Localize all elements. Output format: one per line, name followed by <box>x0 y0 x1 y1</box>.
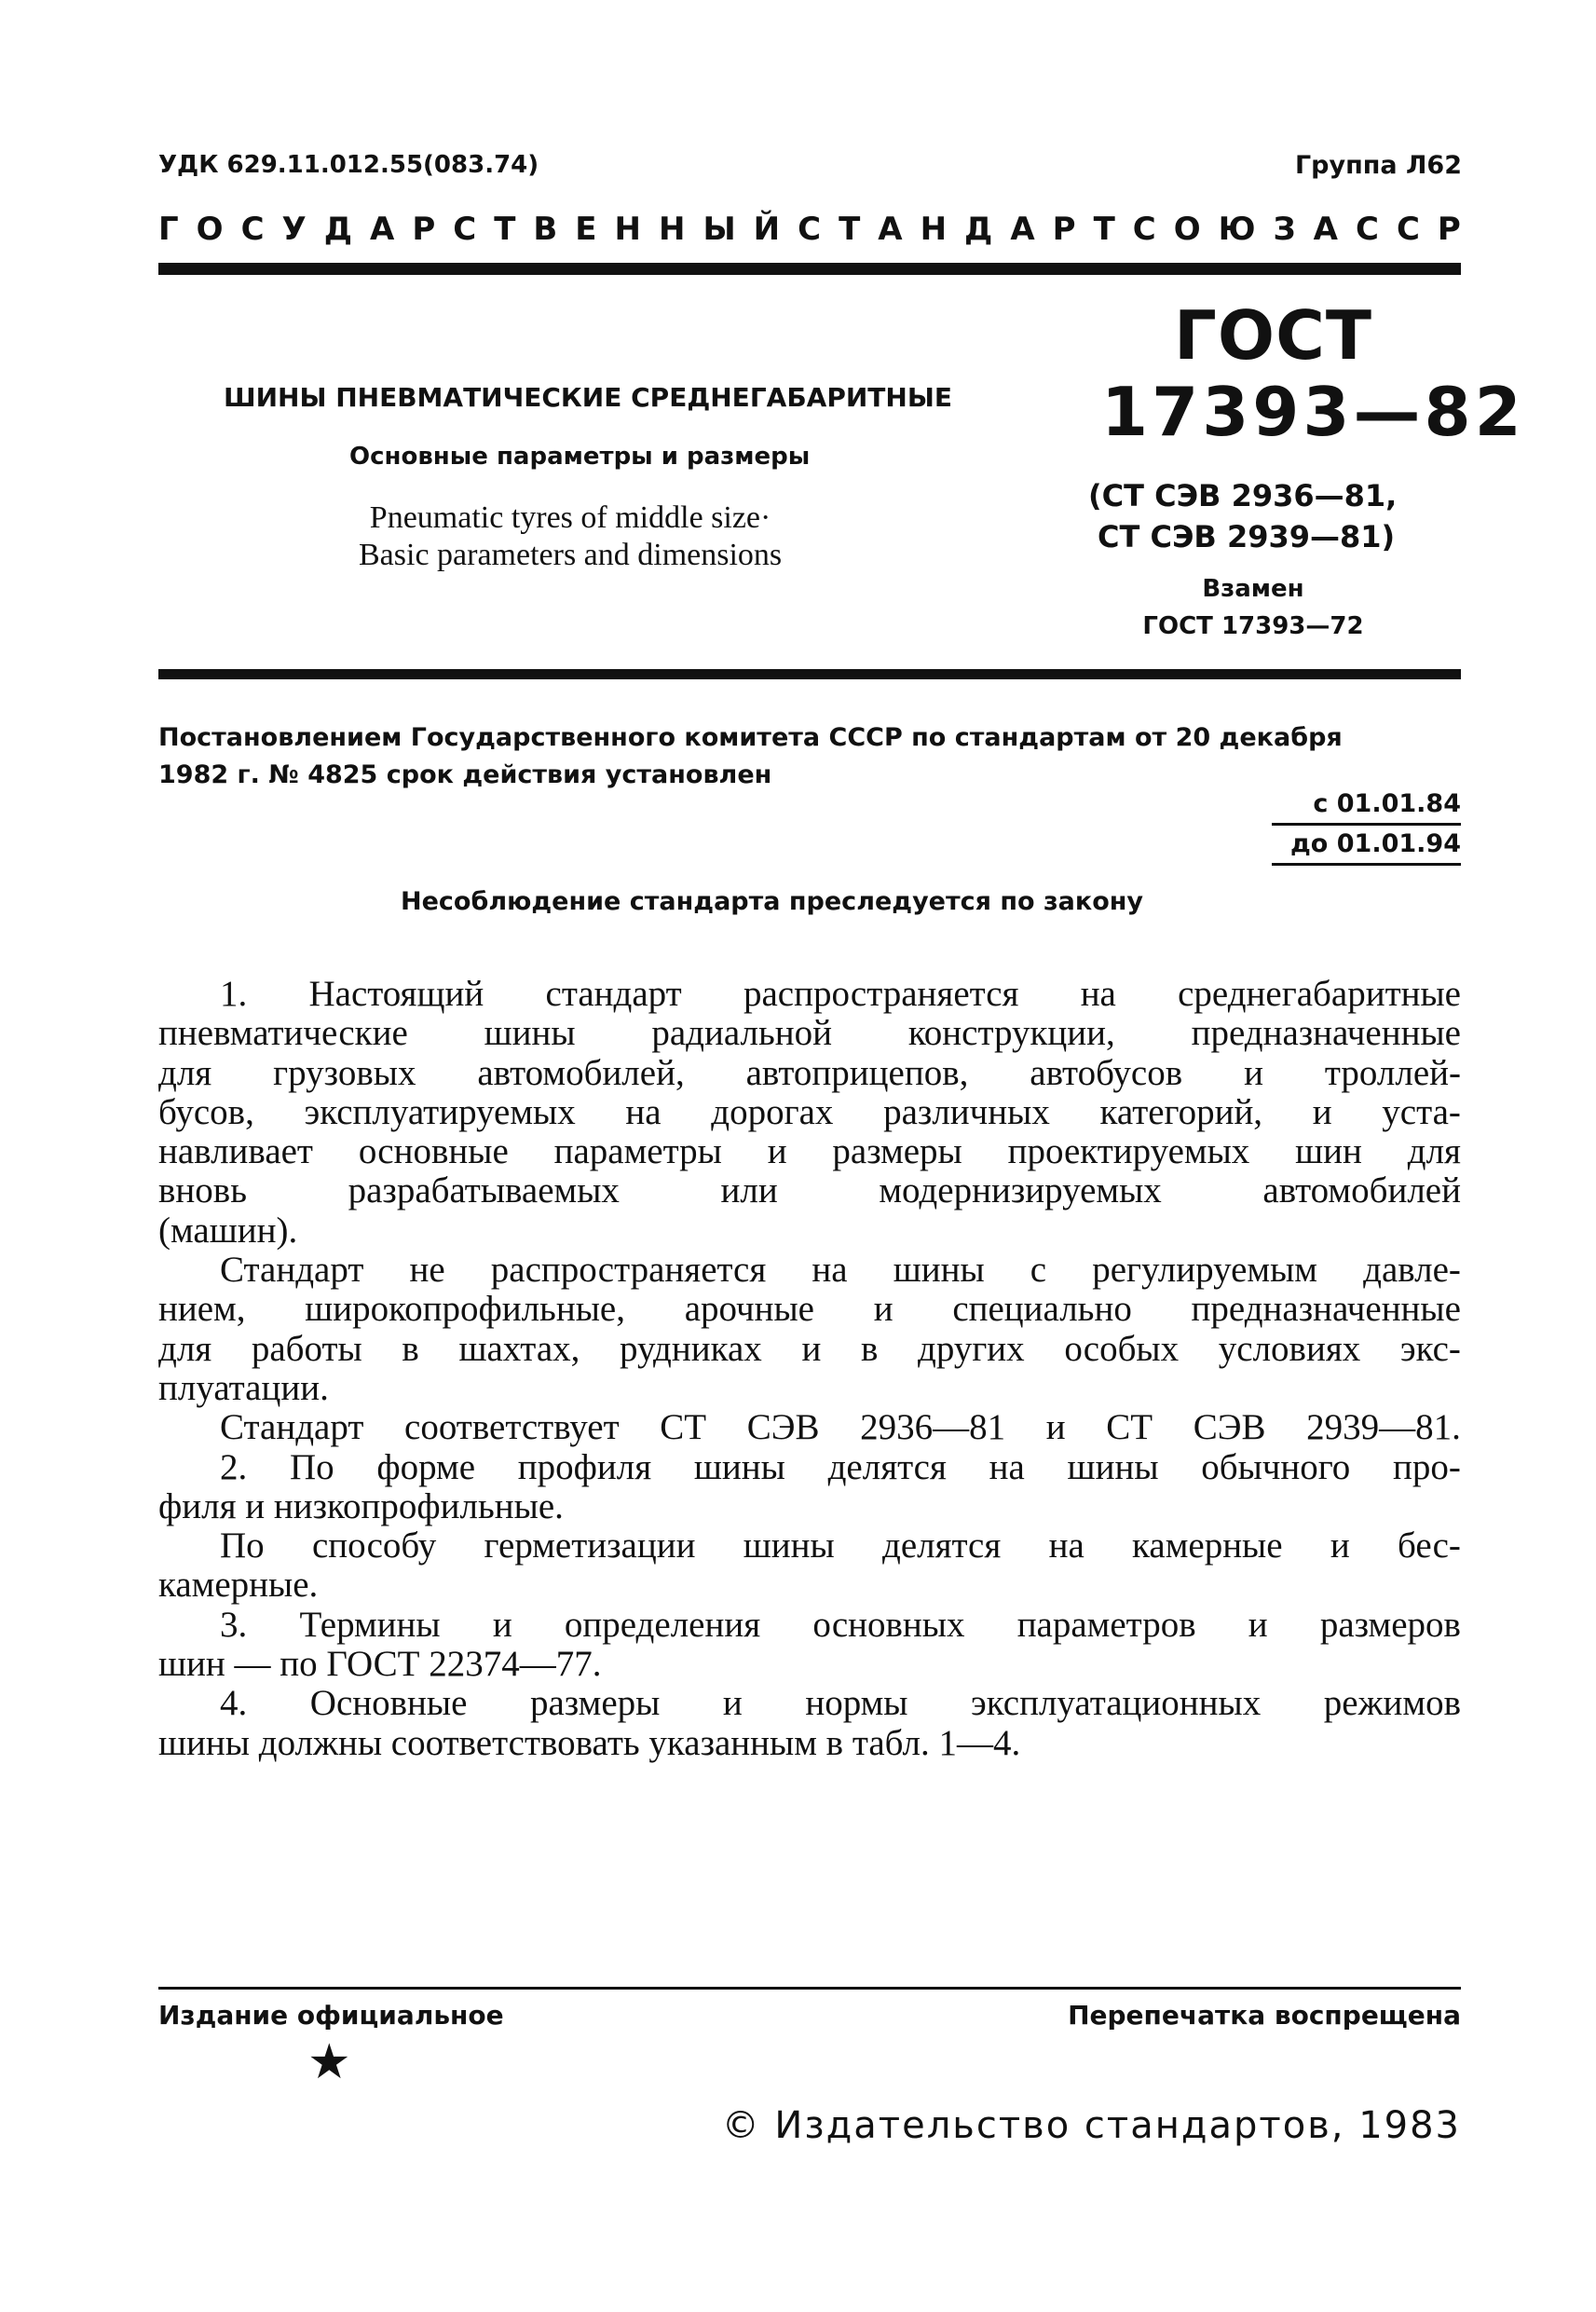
state-standard-word: ССР <box>1356 211 1479 248</box>
body-line: навливает основные параметры и размеры проектируемых шин для <box>158 1131 1461 1172</box>
title-russian: ШИНЫ ПНЕВМАТИЧЕСКИЕ СРЕДНЕГАБАРИТНЫЕ <box>224 382 952 413</box>
law-notice: Несоблюдение стандарта преследуется по закону <box>401 887 1144 916</box>
body-text <box>158 975 1461 1763</box>
body-line: 3. Термины и определения основных параметров и размеров <box>220 1604 1461 1645</box>
state-standard-word: СОЮЗА <box>1132 211 1356 248</box>
subtitle-russian: Основные параметры и размеры <box>349 443 811 471</box>
gost-label: ГОСТ <box>1174 296 1373 375</box>
udk-code: УДК 629.11.012.55(083.74) <box>158 151 539 179</box>
replaces-value: ГОСТ 17393—72 <box>1142 612 1364 640</box>
title-english-line: Pneumatic tyres of middle size· <box>369 500 771 535</box>
body-line: бусов, эксплуатируемых на дорогах различных категорий, и уста- <box>158 1091 1461 1132</box>
copyright: © Издательство стандартов, 1983 <box>721 2104 1461 2147</box>
state-standard-banner <box>158 211 1479 248</box>
valid-to: до 01.01.94 <box>1272 826 1461 866</box>
body-line: камерные. <box>158 1565 319 1606</box>
official-edition: Издание официальное <box>158 2000 504 2031</box>
title-english-line: Basic parameters and dimensions <box>359 538 783 572</box>
body-line: 4. Основные размеры и нормы эксплуатационных режимов <box>220 1683 1461 1724</box>
body-line: для грузовых автомобилей, автоприцепов, автобусов и троллей- <box>158 1052 1461 1093</box>
body-line: По способу герметизации шины делятся на камерные и бес- <box>220 1525 1461 1566</box>
body-line: 2. По форме профиля шины делятся на шины обычного про- <box>220 1446 1461 1487</box>
header-rule <box>158 263 1461 275</box>
footer-rule <box>158 1987 1461 1990</box>
sev-reference-line: СТ СЭВ 2939—81) <box>1098 519 1396 554</box>
validity-dates <box>1272 786 1461 866</box>
body-line: шины должны соответствовать указанным в табл. 1—4. <box>158 1722 1021 1763</box>
gost-number: 17393—82 <box>1101 373 1525 451</box>
body-line: плуатации. <box>158 1367 329 1408</box>
replaces-label: Взамен <box>1202 575 1304 603</box>
title-rule <box>158 669 1461 679</box>
body-line: пневматические шины радиальной конструкции, предназначенные <box>158 1013 1461 1054</box>
body-line: Стандарт соответствует СТ СЭВ 2936—81 и СТ СЭВ 2939—81. <box>220 1407 1461 1448</box>
body-line: нием, широкопрофильные, арочные и специально предназначенные <box>158 1289 1461 1330</box>
sev-reference <box>1088 475 1397 557</box>
state-standard-word: ГОСУДАРСТВЕННЫЙ <box>158 211 798 248</box>
sev-reference-line: (СТ СЭВ 2936—81, <box>1088 478 1398 513</box>
title-english <box>359 499 782 574</box>
replaces-block <box>1141 570 1365 645</box>
decree-text <box>158 719 1343 794</box>
decree-line: 1982 г. № 4825 срок действия установлен <box>158 760 772 789</box>
star-icon: ★ <box>307 2036 351 2089</box>
group-code: Группа Л62 <box>1294 151 1462 180</box>
body-line: для работы в шахтах, рудниках и в других особых условиях экс- <box>158 1328 1461 1369</box>
body-line: 1. Настоящий стандарт распространяется на среднегабаритные <box>220 974 1461 1014</box>
body-line: шин — по ГОСТ 22374—77. <box>158 1644 602 1685</box>
decree-line: Постановлением Государственного комитета СССР по стандартам от 20 декабря <box>158 723 1343 752</box>
body-line: (машин). <box>158 1210 298 1251</box>
body-line: филя и низкопрофильные. <box>158 1485 564 1526</box>
state-standard-word: СТАНДАРТ <box>798 211 1133 248</box>
valid-from: с 01.01.84 <box>1272 786 1461 826</box>
body-line: вновь разрабатываемых или модернизируемых автомобилей <box>158 1170 1461 1211</box>
body-line: Стандарт не распространяется на шины с регулируемым давле- <box>220 1250 1461 1291</box>
reprint-prohibited: Перепечатка воспрещена <box>1068 2000 1461 2031</box>
